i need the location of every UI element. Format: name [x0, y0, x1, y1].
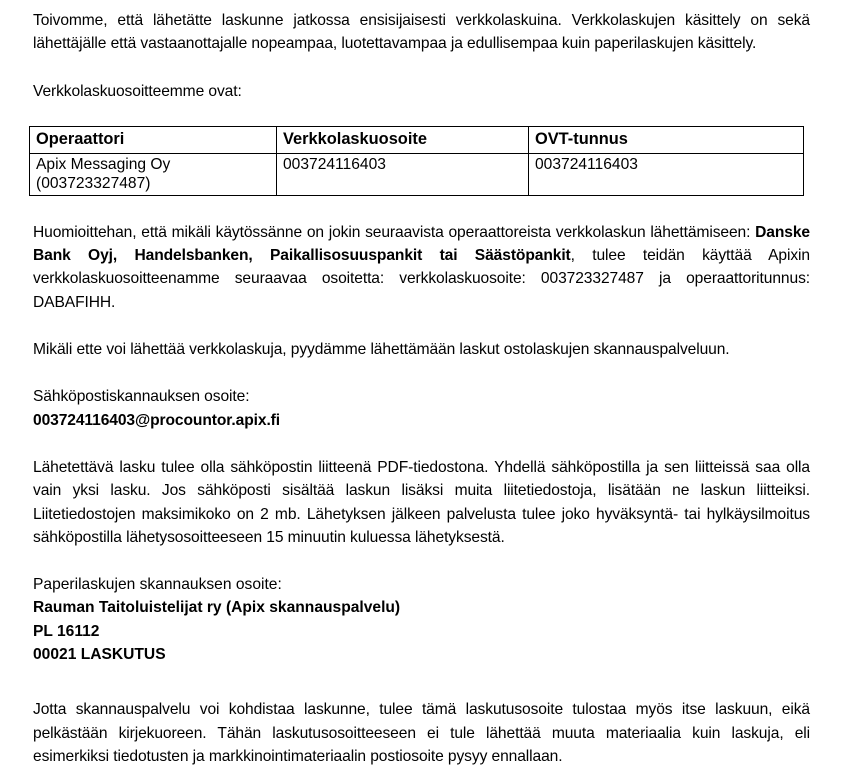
- table-header-einvoice-address: Verkkolaskuosoite: [277, 126, 529, 153]
- spacer: [33, 361, 810, 385]
- einvoice-address-table-wrap: [33, 126, 810, 196]
- operator-business-id: (003723327487): [36, 174, 151, 192]
- table-cell-operator: [30, 153, 277, 195]
- operator-name: Apix Messaging Oy: [36, 155, 171, 173]
- operator-note-banks: Danske Bank Oyj, Handelsbanken, Paikallisosuuspankit tai Säästöpankit: [33, 223, 810, 265]
- table-header-ovt: OVT-tunnus: [529, 126, 804, 153]
- operator-note-paragraph: [33, 221, 810, 314]
- table-header-row: [30, 126, 804, 153]
- spacer: [33, 56, 810, 80]
- table-row: [30, 153, 804, 195]
- pdf-requirements-paragraph: Lähetettävä lasku tulee olla sähköpostin liitteenä PDF-tiedostona. Yhdellä sähköpostilla ja sen liitteissä saa olla vain yksi lasku. Jos sähköposti sisältää laskun lisäksi muita liitetiedostoja, lisätään ne laskun liitteiksi. Liitetiedostojen maksimikoko on 2 mb. Lähetyksen jälkeen palvelusta tulee joko hyväksyntä- tai hylkäysilmoitus sähköpostilla lähetysosoitteeseen 15 minuutin kuluessa lähetyksestä.: [33, 458, 810, 546]
- einvoice-address-table: [29, 126, 804, 196]
- table-cell-einvoice-address: 003724116403: [277, 153, 529, 195]
- spacer: [33, 666, 810, 698]
- table-cell-ovt: 003724116403: [529, 153, 804, 195]
- email-scan-label: Sähköpostiskannauksen osoite:: [33, 388, 250, 406]
- closing-paragraph: Jotta skannauspalvelu voi kohdistaa laskunne, tulee tämä laskutusosoite tulostaa myös itse laskuun, eikä pelkästään kirjekuoreen. Tähän laskutusosoitteeseen ei tule lähettää muuta materiaalia kuin laskuja, eli esimerkiksi tiedotusten ja markkinointimateriaalin postiosoite pysyy ennallaan.: [33, 701, 810, 765]
- intro-paragraph: Toivomme, että lähetätte laskunne jatkossa ensisijaisesti verkkolaskuina. Verkkolaskujen käsittely on sekä lähettäjälle että vastaanottajalle nopeampaa, luotettavampaa ja edullisempaa kuin paperilaskujen käsittely.: [33, 12, 810, 53]
- spacer: [33, 432, 810, 456]
- paper-scan-address-block: [33, 573, 810, 666]
- spacer: [33, 196, 810, 221]
- email-scan-address: 003724116403@procountor.apix.fi: [33, 411, 281, 429]
- document-body: [33, 9, 810, 768]
- operator-note-part1: Huomioittehan, että mikäli käytössänne on jokin seuraavista operaattoreista verkkolaskun lähettämiseen:: [33, 223, 756, 241]
- table-header-operator: Operaattori: [30, 126, 277, 153]
- paper-scan-postal-code: 00021 LASKUTUS: [33, 646, 166, 664]
- spacer: [33, 549, 810, 573]
- operator-note-part2: , tulee teidän käyttää Apixin verkkolaskuosoitteenamme seuraavaa osoitetta: verkkolaskuosoite: 003723327487 ja operaattoritunnus: DABAFIHH.: [33, 247, 810, 311]
- paper-scan-label: Paperilaskujen skannauksen osoite:: [33, 576, 282, 594]
- spacer: [33, 103, 810, 126]
- spacer: [33, 314, 810, 338]
- paper-scan-po-box: PL 16112: [33, 622, 100, 640]
- scanning-service-paragraph: Mikäli ette voi lähettää verkkolaskuja, pyydämme lähettämään laskut ostolaskujen skannauspalveluun.: [33, 341, 730, 359]
- addresses-intro-paragraph: Verkkolaskuosoitteemme ovat:: [33, 82, 242, 100]
- paper-scan-recipient: Rauman Taitoluistelijat ry (Apix skannauspalvelu): [33, 599, 401, 617]
